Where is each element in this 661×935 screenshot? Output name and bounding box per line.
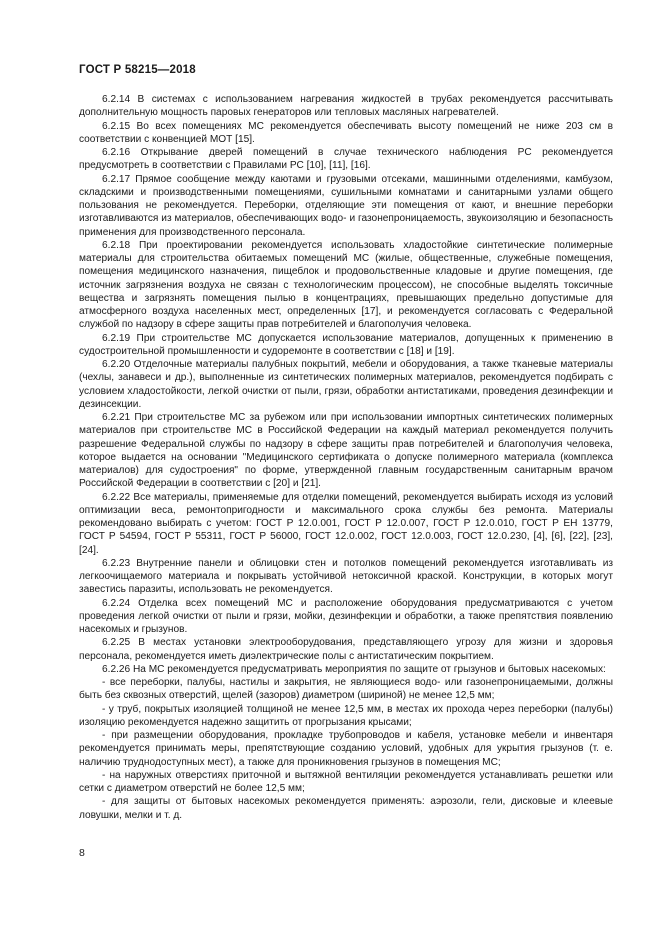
document-body [79, 93, 613, 822]
document-header: ГОСТ Р 58215—2018 [79, 64, 196, 76]
list-item: - при размещении оборудования, прокладке трубопроводов и кабеля, установке мебели и инвентаря рекомендуется принимать меры, препятствующие созданию условий, удобных для укрытия грызунов (т. е. наличию труднодоступных мест), а также для проникновения грызунов в помещения МС; [79, 730, 613, 768]
paragraph-6-2-14: 6.2.14 В системах с использованием нагревания жидкостей в трубах рекомендуется рассчитывать дополнительную мощность паровых генераторов или тепловых масляных нагревателей. [79, 94, 613, 119]
paragraph-6-2-24: 6.2.24 Отделка всех помещений МС и расположение оборудования предусматриваются с учетом проведения легкой очистки от пыли и грязи, мойки, дезинфекции и обработки, а также препятствия появлению насекомых и грызунов. [79, 597, 613, 635]
paragraph-6-2-15: 6.2.15 Во всех помещениях МС рекомендуется обеспечивать высоту помещений не ниже 203 см в соответствии с конвенцией МОТ [15]. [79, 120, 613, 145]
paragraph-6-2-23: 6.2.23 Внутренние панели и облицовки стен и потолков помещений рекомендуется изготавливать из легкоочищаемого материала и покрывать устойчивой нетоксичной краской. Конструкции, в которых могут завестись паразиты, использовать не рекомендуется. [79, 557, 613, 596]
list-item: - у труб, покрытых изоляцией толщиной не менее 12,5 мм, в местах их прохода через переборки (палубы) изоляцию рекомендуется надежно защитить от прогрызания крысами; [79, 703, 613, 728]
paragraph-6-2-21: 6.2.21 При строительстве МС за рубежом или при использовании импортных синтетических полимерных материалов при строительстве МС в Российской Федерации на каждый материал рекомендуется получить разрешение Федеральной службы по надзору в сфере защиты прав потребителей и благополучия человека, которое выдается на основании "Медицинского сертификата о допуске полимерного материала (комплекса материалов) для судостроения" по форме, утвержденной главным государственным санитарным врачом Российской Федерации в соответствии с [20] и [21]. [79, 412, 613, 490]
paragraph-6-2-17: 6.2.17 Прямое сообщение между каютами и грузовыми отсеками, машинными отделениями, камбузом, складскими и производственными помещениями, сушильными комнатами и санитарными узлами общего пользования не рекомендуется. Переборки, отделяющие эти помещения от кают, и внешние переборки изготавливаются из материалов, обеспечивающих водо- и газонепроницаемость, звукоизоляцию и безопасность применения для производственного персонала. [79, 173, 613, 238]
list-item: - все переборки, палубы, настилы и закрытия, не являющиеся водо- или газонепроницаемыми, должны быть без сквозных отверстий, щелей (зазоров) диаметром (шириной) не менее 12,5 мм; [79, 677, 613, 702]
paragraph-6-2-20: 6.2.20 Отделочные материалы палубных покрытий, мебели и оборудования, а также тканевые материалы (чехлы, занавеси и др.), выполненные из синтетических полимерных материалов, рекомендуется подбирать с условием хладостойкости, легкой очистки от пыли, грязи, обработки антистатиками, проведения дезинфекции и дезинсекции. [79, 359, 613, 410]
paragraph-6-2-16: 6.2.16 Открывание дверей помещений в случае технического наблюдения РС рекомендуется предусмотреть в соответствии с Правилами РС [10], [11], [16]. [79, 147, 613, 172]
paragraph-6-2-26: 6.2.26 На МС рекомендуется предусматривать мероприятия по защите от грызунов и бытовых насекомых: [102, 663, 606, 675]
list-item: - на наружных отверстиях приточной и вытяжной вентиляции рекомендуется устанавливать решетки или сетки с диаметром отверстий не более 12,5 мм; [79, 769, 613, 794]
list-item: - для защиты от бытовых насекомых рекомендуется применять: аэрозоли, гели, дисковые и клеевые ловушки, мелки и т. д. [79, 796, 613, 821]
paragraph-6-2-22: 6.2.22 Все материалы, применяемые для отделки помещений, рекомендуется выбирать исходя из условий оптимизации веса, ремонтопригодности и максимального срока службы без ремонта. Материалы рекомендовано выбирать с учетом: ГОСТ Р 12.0.001, ГОСТ Р 12.0.007, ГОСТ Р 12.0.010, ГОСТ Р ЕН 13779, ГОСТ Р 54594, ГОСТ Р 55311, ГОСТ Р 56000, ГОСТ 12.0.002, ГОСТ 12.0.003, ГОСТ 12.0.230, [4], [6], [22], [23], [24]. [79, 491, 613, 556]
paragraph-6-2-18: 6.2.18 При проектировании рекомендуется использовать хладостойкие синтетические полимерные материалы для строительства обитаемых помещений МС (жилые, общественные, служебные помещения, помещения медицинского назначения, пищеблок и продовольственные кладовые и другие помещения, где источник загрязнения воздуха не связан с технологическим процессом), не способные выделять токсичные вещества и загрязнять помещения пылью в концентрациях, превышающих предельно допустимые для атмосферного воздуха населенных мест, определенных [17], и рекомендуется согласовать с Федеральной службой по надзору в сфере защиты прав потребителей и благополучия человека. [79, 239, 613, 331]
page-number: 8 [79, 847, 85, 859]
paragraph-6-2-25: 6.2.25 В местах установки электрооборудования, представляющего угрозу для жизни и здоровья персонала, рекомендуется иметь диэлектрические полы с антистатическим покрытием. [79, 637, 613, 662]
paragraph-6-2-19: 6.2.19 При строительстве МС допускается использование материалов, допущенных к применению в судостроительной промышленности и судоремонте в соответствии с [18] и [19]. [79, 332, 613, 357]
